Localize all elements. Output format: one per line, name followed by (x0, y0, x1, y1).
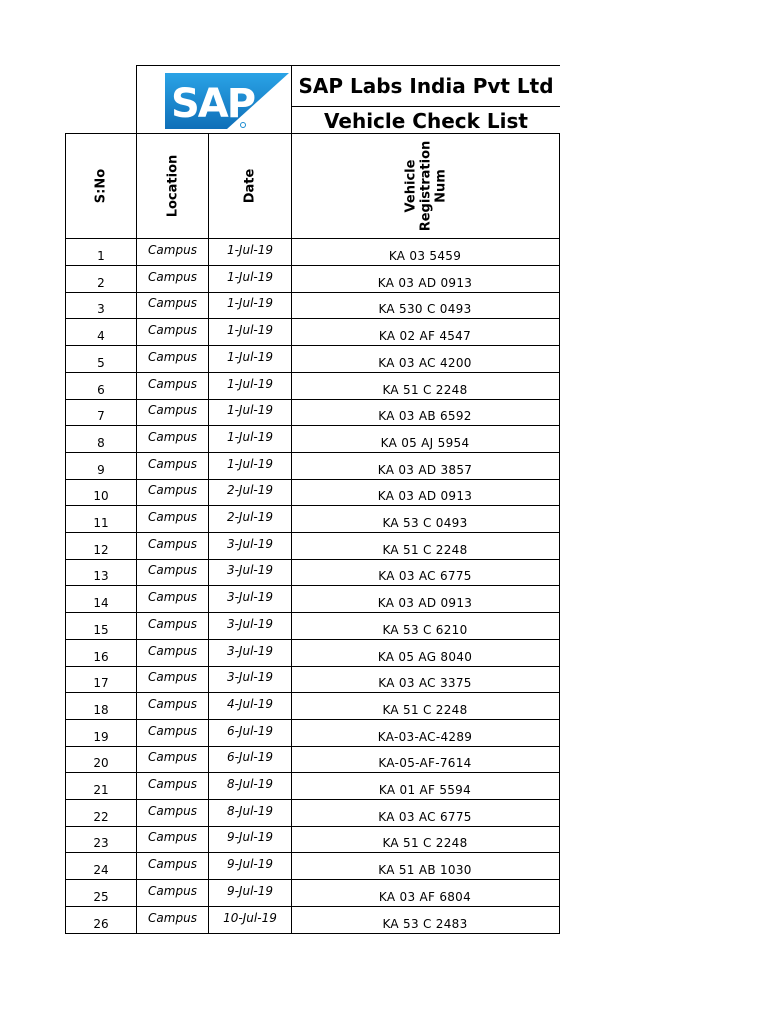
date-cell: 1-Jul-19 (208, 373, 292, 400)
date-cell: 10-Jul-19 (208, 907, 292, 934)
date-cell: 9-Jul-19 (208, 880, 292, 907)
location-cell: Campus (136, 720, 209, 747)
date-cell: 4-Jul-19 (208, 693, 292, 720)
location-cell: Campus (136, 292, 209, 319)
date-cell: 3-Jul-19 (208, 666, 292, 693)
table-row (65, 292, 560, 319)
vehicle-number-cell: KA 51 AB 1030 (291, 853, 560, 880)
vehicle-number-cell: KA 03 AD 0913 (291, 479, 560, 506)
sno-cell: 26 (65, 907, 137, 934)
sno-cell: 16 (65, 640, 137, 667)
date-cell: 3-Jul-19 (208, 613, 292, 640)
sno-cell: 17 (65, 666, 137, 693)
date-cell: 1-Jul-19 (208, 426, 292, 453)
location-cell: Campus (136, 613, 209, 640)
vehicle-header-line-1: Vehicle (403, 159, 418, 213)
date-cell: 1-Jul-19 (208, 453, 292, 480)
table-row (65, 693, 560, 720)
table-row (65, 533, 560, 560)
location-cell: Campus (136, 693, 209, 720)
vehicle-header-line-2: Registration (418, 140, 433, 232)
location-cell: Campus (136, 266, 209, 293)
sno-cell: 21 (65, 773, 137, 800)
sno-cell: 7 (65, 399, 137, 426)
table-row (65, 853, 560, 880)
table-row (65, 666, 560, 693)
sno-cell: 23 (65, 826, 137, 853)
date-cell: 2-Jul-19 (208, 506, 292, 533)
location-cell: Campus (136, 880, 209, 907)
vehicle-number-cell: KA 03 AD 3857 (291, 453, 560, 480)
vehicle-number-cell: KA 03 AD 0913 (291, 266, 560, 293)
vehicle-number-cell: KA 03 AC 6775 (291, 559, 560, 586)
sno-cell: 15 (65, 613, 137, 640)
date-cell: 3-Jul-19 (208, 640, 292, 667)
vehicle-number-cell: KA 05 AG 8040 (291, 640, 560, 667)
vehicle-number-cell: KA 53 C 2483 (291, 907, 560, 934)
date-cell: 6-Jul-19 (208, 746, 292, 773)
column-header-sno-label: S:No (93, 168, 109, 204)
sno-cell: 3 (65, 292, 137, 319)
sno-cell: 1 (65, 239, 137, 266)
table-row (65, 613, 560, 640)
location-cell: Campus (136, 800, 209, 827)
vehicle-number-cell: KA 02 AF 4547 (291, 319, 560, 346)
sno-cell: 4 (65, 319, 137, 346)
sno-cell: 19 (65, 720, 137, 747)
sno-cell: 20 (65, 746, 137, 773)
location-cell: Campus (136, 426, 209, 453)
sno-cell: 22 (65, 800, 137, 827)
date-cell: 1-Jul-19 (208, 239, 292, 266)
date-cell: 1-Jul-19 (208, 346, 292, 373)
table-row (65, 239, 560, 266)
date-cell: 6-Jul-19 (208, 720, 292, 747)
location-cell: Campus (136, 346, 209, 373)
sap-logo-text: SAP (171, 81, 255, 127)
date-cell: 2-Jul-19 (208, 479, 292, 506)
location-cell: Campus (136, 453, 209, 480)
vehicle-number-cell: KA-03-AC-4289 (291, 720, 560, 747)
location-cell: Campus (136, 559, 209, 586)
location-cell: Campus (136, 506, 209, 533)
vehicle-number-cell: KA 03 AC 6775 (291, 800, 560, 827)
column-header-vehicle (291, 133, 560, 239)
vehicle-number-cell: KA 03 AF 6804 (291, 880, 560, 907)
vehicle-number-cell: KA 05 AJ 5954 (291, 426, 560, 453)
date-cell: 1-Jul-19 (208, 399, 292, 426)
table-row (65, 453, 560, 480)
location-cell: Campus (136, 586, 209, 613)
table-row (65, 746, 560, 773)
table-row (65, 346, 560, 373)
date-cell: 8-Jul-19 (208, 773, 292, 800)
table-row (65, 479, 560, 506)
sno-cell: 2 (65, 266, 137, 293)
column-header-location-label: Location (165, 154, 180, 218)
date-cell: 1-Jul-19 (208, 266, 292, 293)
vehicle-number-cell: KA-05-AF-7614 (291, 746, 560, 773)
sap-logo (165, 73, 289, 129)
location-cell: Campus (136, 319, 209, 346)
document-title: Vehicle Check List (291, 106, 560, 134)
company-name: SAP Labs India Pvt Ltd (291, 65, 560, 106)
vehicle-number-cell: KA 03 5459 (291, 239, 560, 266)
table-row (65, 640, 560, 667)
location-cell: Campus (136, 773, 209, 800)
sno-cell: 13 (65, 559, 137, 586)
table-row (65, 559, 560, 586)
vehicle-number-cell: KA 51 C 2248 (291, 373, 560, 400)
location-cell: Campus (136, 239, 209, 266)
table-row (65, 826, 560, 853)
table-row (65, 907, 560, 934)
date-cell: 9-Jul-19 (208, 853, 292, 880)
location-cell: Campus (136, 640, 209, 667)
date-cell: 8-Jul-19 (208, 800, 292, 827)
sno-cell: 18 (65, 693, 137, 720)
date-cell: 3-Jul-19 (208, 586, 292, 613)
location-cell: Campus (136, 826, 209, 853)
table-row (65, 720, 560, 747)
vehicle-number-cell: KA 53 C 6210 (291, 613, 560, 640)
table-row (65, 800, 560, 827)
table-row (65, 880, 560, 907)
date-cell: 3-Jul-19 (208, 533, 292, 560)
location-cell: Campus (136, 533, 209, 560)
column-header-date-label: Date (242, 168, 258, 204)
table-row (65, 586, 560, 613)
date-cell: 9-Jul-19 (208, 826, 292, 853)
location-cell: Campus (136, 666, 209, 693)
column-header-location (136, 133, 209, 239)
vehicle-header-line-3: Num (433, 169, 448, 203)
vehicle-number-cell: KA 03 AB 6592 (291, 399, 560, 426)
location-cell: Campus (136, 746, 209, 773)
sno-cell: 24 (65, 853, 137, 880)
date-cell: 3-Jul-19 (208, 559, 292, 586)
sno-cell: 8 (65, 426, 137, 453)
column-header-vehicle-label (403, 141, 448, 232)
sno-cell: 11 (65, 506, 137, 533)
location-cell: Campus (136, 907, 209, 934)
vehicle-number-cell: KA 03 AD 0913 (291, 586, 560, 613)
sno-cell: 10 (65, 479, 137, 506)
vehicle-number-cell: KA 03 AC 4200 (291, 346, 560, 373)
date-cell: 1-Jul-19 (208, 319, 292, 346)
sno-cell: 6 (65, 373, 137, 400)
column-header-sno (65, 133, 137, 239)
logo-cell (136, 65, 291, 133)
table-row (65, 773, 560, 800)
sno-cell: 14 (65, 586, 137, 613)
sno-cell: 5 (65, 346, 137, 373)
location-cell: Campus (136, 479, 209, 506)
sno-cell: 9 (65, 453, 137, 480)
vehicle-number-cell: KA 01 AF 5594 (291, 773, 560, 800)
vehicle-number-cell: KA 51 C 2248 (291, 826, 560, 853)
table-row (65, 319, 560, 346)
vehicle-number-cell: KA 51 C 2248 (291, 533, 560, 560)
location-cell: Campus (136, 853, 209, 880)
table-row (65, 426, 560, 453)
location-cell: Campus (136, 399, 209, 426)
table-row (65, 373, 560, 400)
vehicle-number-cell: KA 03 AC 3375 (291, 666, 560, 693)
vehicle-number-cell: KA 51 C 2248 (291, 693, 560, 720)
table-row (65, 506, 560, 533)
location-cell: Campus (136, 373, 209, 400)
sno-cell: 12 (65, 533, 137, 560)
vehicle-number-cell: KA 53 C 0493 (291, 506, 560, 533)
table-row (65, 266, 560, 293)
column-header-date (208, 133, 292, 239)
date-cell: 1-Jul-19 (208, 292, 292, 319)
sno-cell: 25 (65, 880, 137, 907)
table-row (65, 399, 560, 426)
vehicle-number-cell: KA 530 C 0493 (291, 292, 560, 319)
